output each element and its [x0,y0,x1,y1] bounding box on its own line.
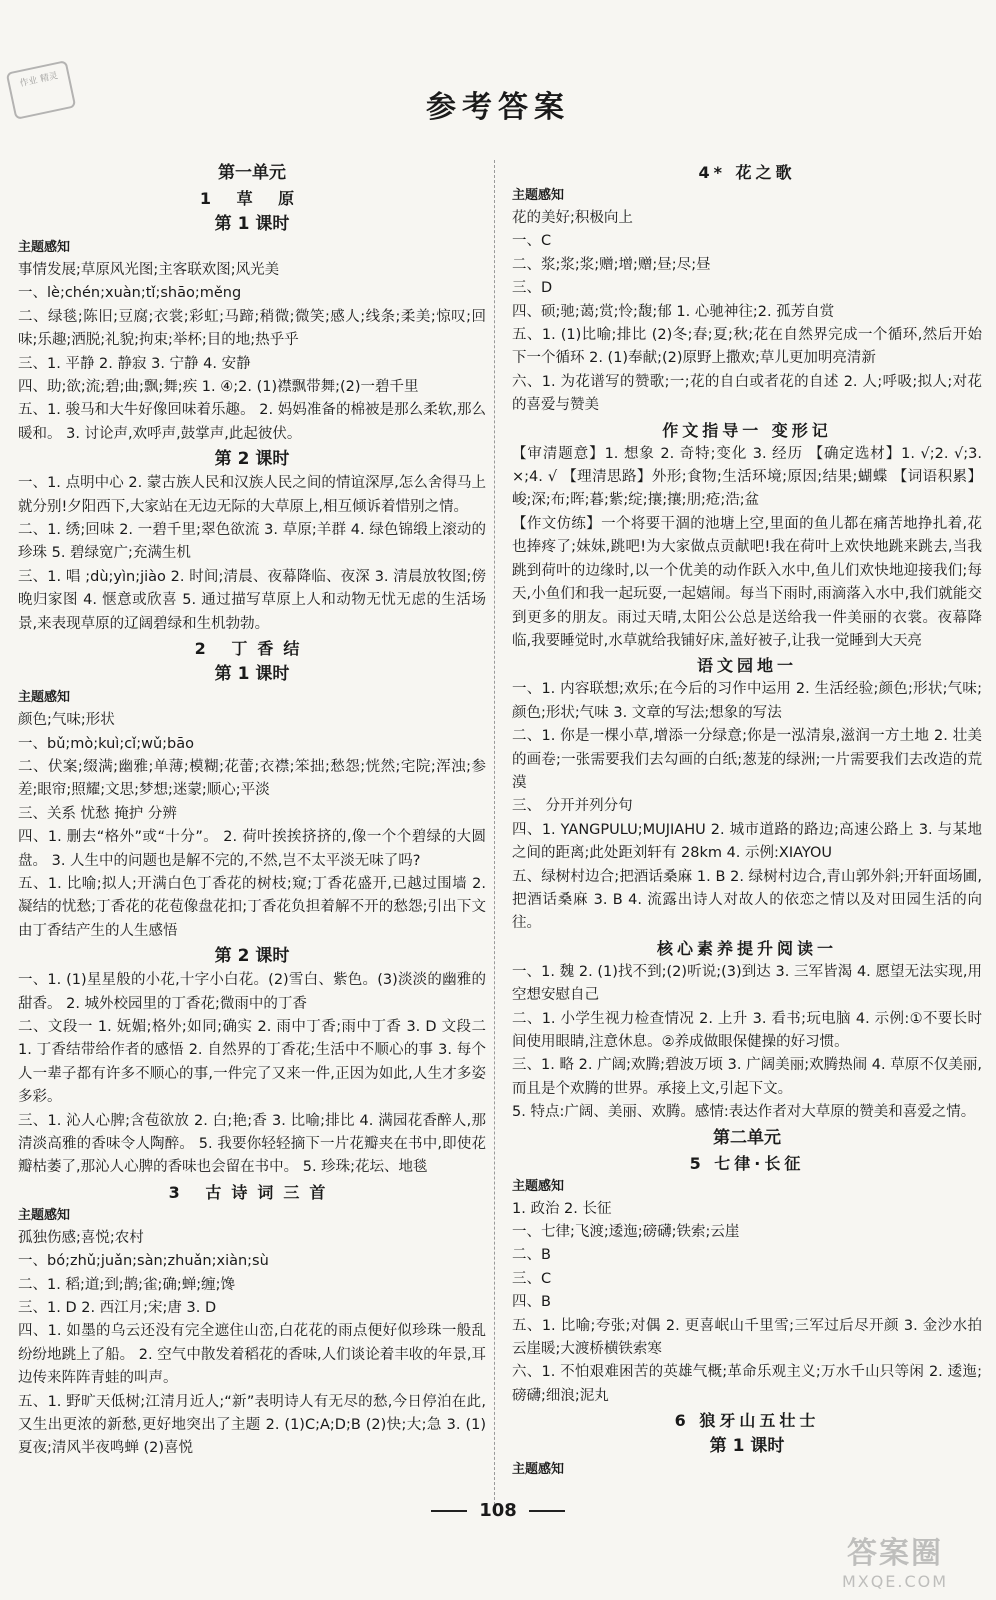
answer-line: 三、1. 略 2. 广阔;欢腾;碧波万顷 3. 广阔美丽;欢腾热闹 4. 草原不仅美丽,而且是个欢腾的世界。承接上文,引起下文。 [512,1057,982,1097]
answer-line: 二、1. 绣;回味 2. 一碧千里;翠色欲流 3. 草原;羊群 4. 绿色锦缎上滚动的珍珠 5. 碧绿宽广;充满生机 [18,522,486,562]
footer-dash-left [431,1510,467,1512]
answer-line: 三、 分开并列分句 [512,798,633,815]
column-divider [494,160,495,1505]
answer-line: 一、C [512,233,552,250]
answer-line: 三、C [512,1270,552,1287]
answer-line: 二、浆;浆;浆;赠;增;赠;昼;尽;昼 [512,256,711,273]
answer-line: 六、1. 不怕艰难困苦的英雄气概;革命乐观主义;万水千山只等闲 2. 逶迤;磅礴;细浪;泥丸 [512,1364,982,1404]
answer-line: 5. 特点:广阔、美丽、欢腾。感情:表达作者对大草原的赞美和喜爱之情。 [512,1104,976,1121]
watermark-main: 答案圈 [847,1536,943,1571]
answer-line: 事情发展;草原风光图;主客联欢图;风光美 [18,262,280,278]
answer-line: 五、1. (1)比喻;排比 (2)冬;春;夏;秋;花在自然界完成一个循环,然后开始下一个循环 2. (1)奉献;(2)原野上撒欢;草儿更加明亮清新 [512,327,982,367]
answer-line: 一、1. 内容联想;欢乐;在今后的习作中运用 2. 生活经验;颜色;形状;气味;颜色;形状;气味 3. 文章的写法;想象的写法 [512,681,982,721]
answer-line: 三、1. D 2. 西江月;宋;唐 3. D [18,1300,217,1317]
answer-line: 三、1. 唱 ;dù;yìn;jiào 2. 时间;清晨、夜幕降临、夜深 3. 清晨放牧图;傍晚归家图 4. 惬意或欣喜 5. 通过描写草原上人和动物无忧无虑的生活场景,来表现草原的辽阔碧绿和生机勃勃。 [18,568,486,632]
answer-line: 一、bó;zhǔ;juǎn;sàn;zhuǎn;xiàn;sù [18,1253,269,1270]
answer-line: 四、1. 如墨的乌云还没有完全遮住山峦,白花花的雨点便好似珍珠一般乱纷纷地跳上了船。 2. 空气中散发着稻花的香味,人们谈论着丰收的年景,耳边传来阵阵青蛙的叫声。 [18,1323,486,1387]
answer-line: 一、bǔ;mò;kuì;cǐ;wǔ;bāo [18,735,194,752]
section-label: 主题感知 [512,1178,565,1194]
answer-line: 五、1. 野旷天低树;江清月近人;“新”表明诗人有无尽的愁,今日停泊在此,又生出更浓的新愁,更好地突出了主题 2. (1)C;A;D;B (2)快;大;急 3. (1)夏夜;清风半夜鸣蝉 (2)喜悦 [18,1393,486,1457]
answer-line: 二、1. 你是一棵小草,增添一分绿意;你是一泓清泉,滋润一方土地 2. 壮美的画卷;一张需要我们去勾画的白纸;葱茏的绿洲;一片需要我们去改造的荒漠 [512,728,982,791]
answer-line: 二、伏案;缀满;幽雅;单薄;模糊;花蕾;衣襟;笨拙;愁怨;恍然;宅院;浑浊;参差;眼帘;照耀;文思;梦想;迷蒙;顺心;平淡 [18,758,486,799]
answer-line: 三、1. 沁人心脾;含苞欲放 2. 白;艳;香 3. 比喻;排比 4. 满园花香醉人,那清淡高雅的香味令人陶醉。 5. 我要你轻轻摘下一片花瓣夹在书中,即使花瓣枯萎了,那沁人心脾的香味也会留在书中。 5. 珍珠;花坛、地毯 [18,1112,486,1176]
answer-line: 四、助;欲;流;碧;曲;飘;舞;疾 1. ④;2. (1)襟飘带舞;(2)一碧千里 [18,379,419,396]
answer-line: 一、lè;chén;xuàn;tǐ;shāo;měng [18,285,242,302]
answer-line: 二、B [512,1247,551,1264]
period-heading: 第 2 课时 [214,946,290,967]
answer-line: 一、1. 魏 2. (1)找不到;(2)听说;(3)到达 3. 三军皆渴 4. 愿望无法实现,用空想安慰自己 [512,963,982,1004]
section-label: 主题感知 [512,1462,565,1478]
answer-line: 三、关系 忧愁 掩护 分辨 [18,805,177,822]
unit-heading: 第二单元 [713,1127,781,1148]
answer-line: 五、1. 比喻;夸张;对偶 2. 更喜岷山千里雪;三军过后尽开颜 3. 金沙水拍云崖暖;大渡桥横铁索寒 [512,1317,982,1358]
corner-stamp: 作业 精灵 [6,60,77,120]
watermark-sub: MXQE.COM [841,1572,949,1591]
answer-line: 三、1. 平静 2. 静寂 3. 宁静 4. 安静 [18,355,251,372]
answer-line: 五、绿树村边合;把酒话桑麻 1. B 2. 绿树村边合,青山郭外斜;开轩面场圃,把酒话桑麻 3. B 4. 流露出诗人对故人的依恋之情以及对田园生活的向往。 [512,868,982,932]
right-column [512,160,982,1481]
answer-line: 四、1. 删去“格外”或“十分”。 2. 荷叶挨挨挤挤的,像一个个碧绿的大圆盘。 3. 人生中的问题也是解不完的,不然,岂不太平淡无味了吗? [18,829,486,869]
lesson-heading: 2 丁香结 [194,639,310,659]
answer-line: 二、1. 小学生视力检查情况 2. 上升 3. 看书;玩电脑 4. 示例:①不要长时间使用眼睛,注意休息。②养成做眼保健操的好习惯。 [512,1010,982,1050]
lesson-heading: 5 七律·长征 [689,1153,805,1173]
answer-line: 三、D [512,280,553,297]
answer-line: 五、1. 比喻;拟人;开满白色丁香花的树枝;窥;丁香花盛开,已越过围墙 2. 凝结的忧愁;丁香花的花苞像盘花扣;丁香花负担着解不开的愁怨;引出下文由丁香结产生的人生感悟 [18,875,486,939]
period-heading: 第 1 课时 [709,1436,785,1457]
page-title: 参考答案 [426,90,570,125]
answer-line: 一、1. 点明中心 2. 蒙古族人民和汉族人民之间的情谊深厚,怎么舍得马上就分别!夕阳西下,大家站在无边无际的大草原上,相互倾诉着惜别之情。 [18,475,486,515]
section-label: 主题感知 [18,240,71,255]
answer-line: 六、1. 为花谱写的赞歌;一;花的自白或者花的自述 2. 人;呼吸;拟人;对花的喜爱与赞美 [512,373,982,414]
answer-line: 二、绿毯;陈旧;豆腐;衣裳;彩虹;马蹄;稍微;微笑;感人;线条;柔美;惊叹;回味;乐趣;洒脱;礼貌;拘束;举杯;目的地;热乎乎 [18,308,486,349]
answer-line: 一、七律;飞渡;逶迤;磅礴;铁索;云崖 [512,1224,740,1241]
page-number: 108 [479,1500,517,1521]
period-heading: 第 2 课时 [214,449,290,470]
lesson-heading: 核心素养提升阅读一 [656,938,837,958]
answer-line: 颜色;气味;形状 [18,712,115,729]
watermark-logo [810,1528,980,1592]
lesson-heading: 语文园地一 [696,656,797,676]
answer-line: 二、文段一 1. 妩媚;格外;如同;确实 2. 雨中丁香;雨中丁香 3. D 文段二 1. 丁香结带给作者的感悟 2. 自然界的丁香花;生活中不顺心的事 3. 每个人一辈子都有许多不顺心的事,一件完了又来一件,正因为如此,人生才多姿多彩。 [18,1018,486,1106]
answer-line: 花的美好;积极向上 [512,210,633,226]
left-column [18,160,486,1461]
page-footer [0,1500,996,1521]
lesson-heading: 1 草 原 [199,189,305,208]
lesson-heading: 3 古诗词三首 [168,1182,336,1202]
lesson-heading: 作文指导一 变形记 [662,420,832,440]
section-label: 主题感知 [18,690,71,706]
answer-line: 【作文仿练】一个将要干涸的池塘上空,里面的鱼儿都在痛苦地挣扎着,花也捧疼了;妹妹,跳吧!为大家做点贡献吧!我在荷叶上欢快地跳来跳去,当我跳到荷叶的边缘时,以一个优美的动作跃入水中,鱼儿们欢快地迎接我们;每天,小鱼们和我一起玩耍,一起嬉闹。每当下雨时,雨滴落入水中,我们就能交到更多的朋友。雨过天晴,太阳公公总是送给我一件美丽的衣裳。夜幕降临,我要睡觉时,水草就给我铺好床,盖好被子,让我一觉睡到大天亮 [512,515,982,649]
answer-line: 二、1. 稻;道;到;鹊;雀;确;蝉;缠;馋 [18,1276,236,1293]
unit-heading: 第一单元 [218,163,286,183]
period-heading: 第 1 课时 [214,664,290,685]
section-label: 主题感知 [512,188,565,203]
answer-line: 四、B [512,1294,551,1311]
answer-line: 一、1. (1)星星般的小花,十字小白花。(2)雪白、紫色。(3)淡淡的幽雅的甜香。 2. 城外校园里的丁香花;微雨中的丁香 [18,972,486,1012]
section-label: 主题感知 [18,1207,71,1223]
period-heading: 第 1 课时 [214,214,290,234]
answer-line: 四、1. YANGPULU;MUJIAHU 2. 城市道路的路边;高速公路上 3. 与某地之间的距离;此处距刘轩有 28km 4. 示例:XIAYOU [512,821,982,862]
answer-line: 孤独伤感;喜悦;农村 [18,1229,144,1246]
lesson-heading: 6 狼牙山五壮士 [674,1411,820,1431]
answer-line: 五、1. 骏马和大牛好像回味着乐趣。 2. 妈妈准备的棉被是那么柔软,那么暖和。 3. 讨论声,欢呼声,鼓掌声,此起彼伏。 [18,402,486,442]
footer-dash-right [529,1510,565,1512]
answer-line: 1. 政治 2. 长征 [512,1200,612,1217]
answer-line: 【审清题意】1. 想象 2. 奇特;变化 3. 经历 【确定选材】1. √;2. √;3. ×;4. √ 【理清思路】外形;食物;生活环境;原因;结果;蝴蝶 【词语积累】峻;深;布;晖;暮;紫;绽;攘;攘;朋;疮;浩;盆 [512,445,982,509]
answer-line: 四、硕;驰;蔼;赏;怜;馥;郁 1. 心驰神往;2. 孤芳自赏 [512,303,835,320]
lesson-heading: 4* 花之歌 [698,163,796,182]
